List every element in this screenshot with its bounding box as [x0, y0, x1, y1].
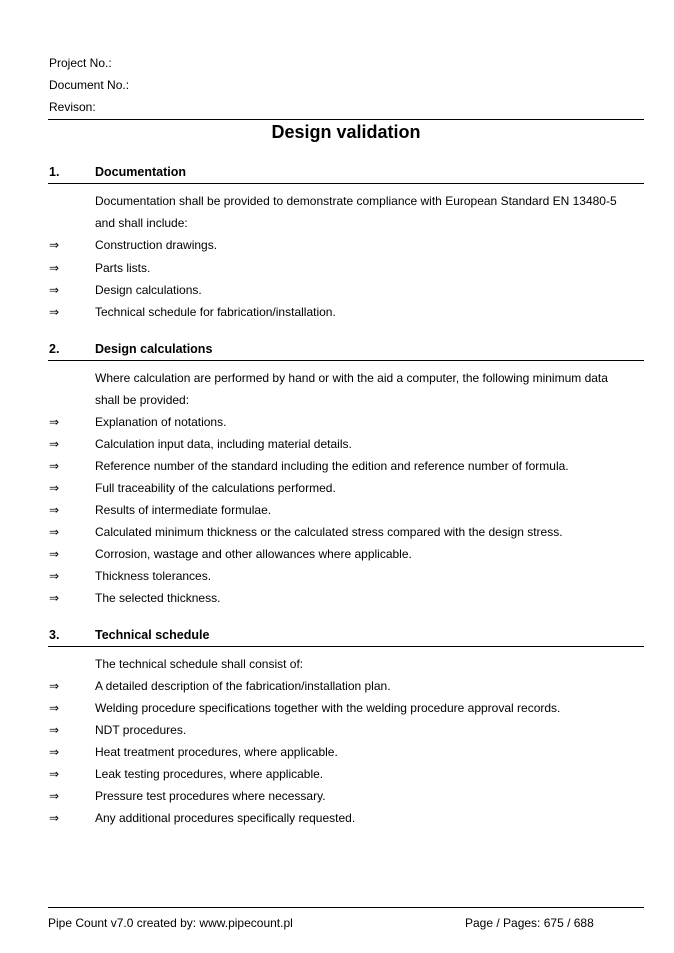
- document-number-label: Document No.:: [49, 78, 130, 92]
- list-item: Results of intermediate formulae.: [95, 503, 272, 517]
- list-item: Corrosion, wastage and other allowances where applicable.: [95, 547, 412, 561]
- section-title: Design calculations: [95, 342, 213, 356]
- double-arrow-icon: ⇒: [49, 745, 60, 759]
- paragraph-line: Where calculation are performed by hand or with the aid a computer, the following minimum data: [95, 371, 608, 385]
- list-item: Parts lists.: [95, 261, 151, 275]
- section-number: 1.: [49, 165, 60, 179]
- list-item: Heat treatment procedures, where applicable.: [95, 745, 338, 759]
- list-item: Technical schedule for fabrication/installation.: [95, 305, 336, 319]
- double-arrow-icon: ⇒: [49, 481, 60, 495]
- footer-divider: [48, 907, 644, 908]
- paragraph-line: The technical schedule shall consist of:: [95, 657, 304, 671]
- double-arrow-icon: ⇒: [49, 723, 60, 737]
- double-arrow-icon: ⇒: [49, 283, 60, 297]
- page-title: Design validation: [271, 122, 421, 142]
- list-item: Explanation of notations.: [95, 415, 227, 429]
- list-item: Construction drawings.: [95, 238, 218, 252]
- double-arrow-icon: ⇒: [49, 767, 60, 781]
- section-divider: [48, 183, 644, 184]
- section-title: Technical schedule: [95, 628, 210, 642]
- header-divider: [48, 119, 644, 120]
- list-item: Leak testing procedures, where applicable.: [95, 767, 324, 781]
- double-arrow-icon: ⇒: [49, 415, 60, 429]
- list-item: A detailed description of the fabrication/installation plan.: [95, 679, 391, 693]
- list-item: Reference number of the standard including the edition and reference number of formula.: [95, 459, 569, 473]
- footer-credit: Pipe Count v7.0 created by: www.pipecount.pl: [48, 916, 293, 930]
- list-item: Design calculations.: [95, 283, 202, 297]
- double-arrow-icon: ⇒: [49, 459, 60, 473]
- revision-label: Revison:: [49, 100, 96, 114]
- double-arrow-icon: ⇒: [49, 811, 60, 825]
- paragraph-line: Documentation shall be provided to demonstrate compliance with European Standard EN 13480-5: [95, 194, 617, 208]
- list-item: The selected thickness.: [95, 591, 221, 605]
- list-item: Pressure test procedures where necessary.: [95, 789, 326, 803]
- paragraph-line: and shall include:: [95, 216, 188, 230]
- double-arrow-icon: ⇒: [49, 261, 60, 275]
- list-item: Calculation input data, including material details.: [95, 437, 352, 451]
- double-arrow-icon: ⇒: [49, 679, 60, 693]
- double-arrow-icon: ⇒: [49, 437, 60, 451]
- section-number: 2.: [49, 342, 60, 356]
- double-arrow-icon: ⇒: [49, 701, 60, 715]
- section-number: 3.: [49, 628, 60, 642]
- paragraph-line: shall be provided:: [95, 393, 190, 407]
- double-arrow-icon: ⇒: [49, 503, 60, 517]
- section-title: Documentation: [95, 165, 186, 179]
- double-arrow-icon: ⇒: [49, 591, 60, 605]
- page-counter: Page / Pages: 675 / 688: [465, 916, 594, 930]
- list-item: Welding procedure specifications together with the welding procedure approval records.: [95, 701, 561, 715]
- list-item: NDT procedures.: [95, 723, 187, 737]
- double-arrow-icon: ⇒: [49, 305, 60, 319]
- section-divider: [48, 646, 644, 647]
- list-item: Full traceability of the calculations performed.: [95, 481, 336, 495]
- list-item: Any additional procedures specifically requested.: [95, 811, 356, 825]
- section-divider: [48, 360, 644, 361]
- double-arrow-icon: ⇒: [49, 238, 60, 252]
- project-number-label: Project No.:: [49, 56, 112, 70]
- document-header: [49, 52, 129, 118]
- list-item: Thickness tolerances.: [95, 569, 212, 583]
- double-arrow-icon: ⇒: [49, 789, 60, 803]
- list-item: Calculated minimum thickness or the calculated stress compared with the design stress.: [95, 525, 563, 539]
- double-arrow-icon: ⇒: [49, 547, 60, 561]
- double-arrow-icon: ⇒: [49, 525, 60, 539]
- double-arrow-icon: ⇒: [49, 569, 60, 583]
